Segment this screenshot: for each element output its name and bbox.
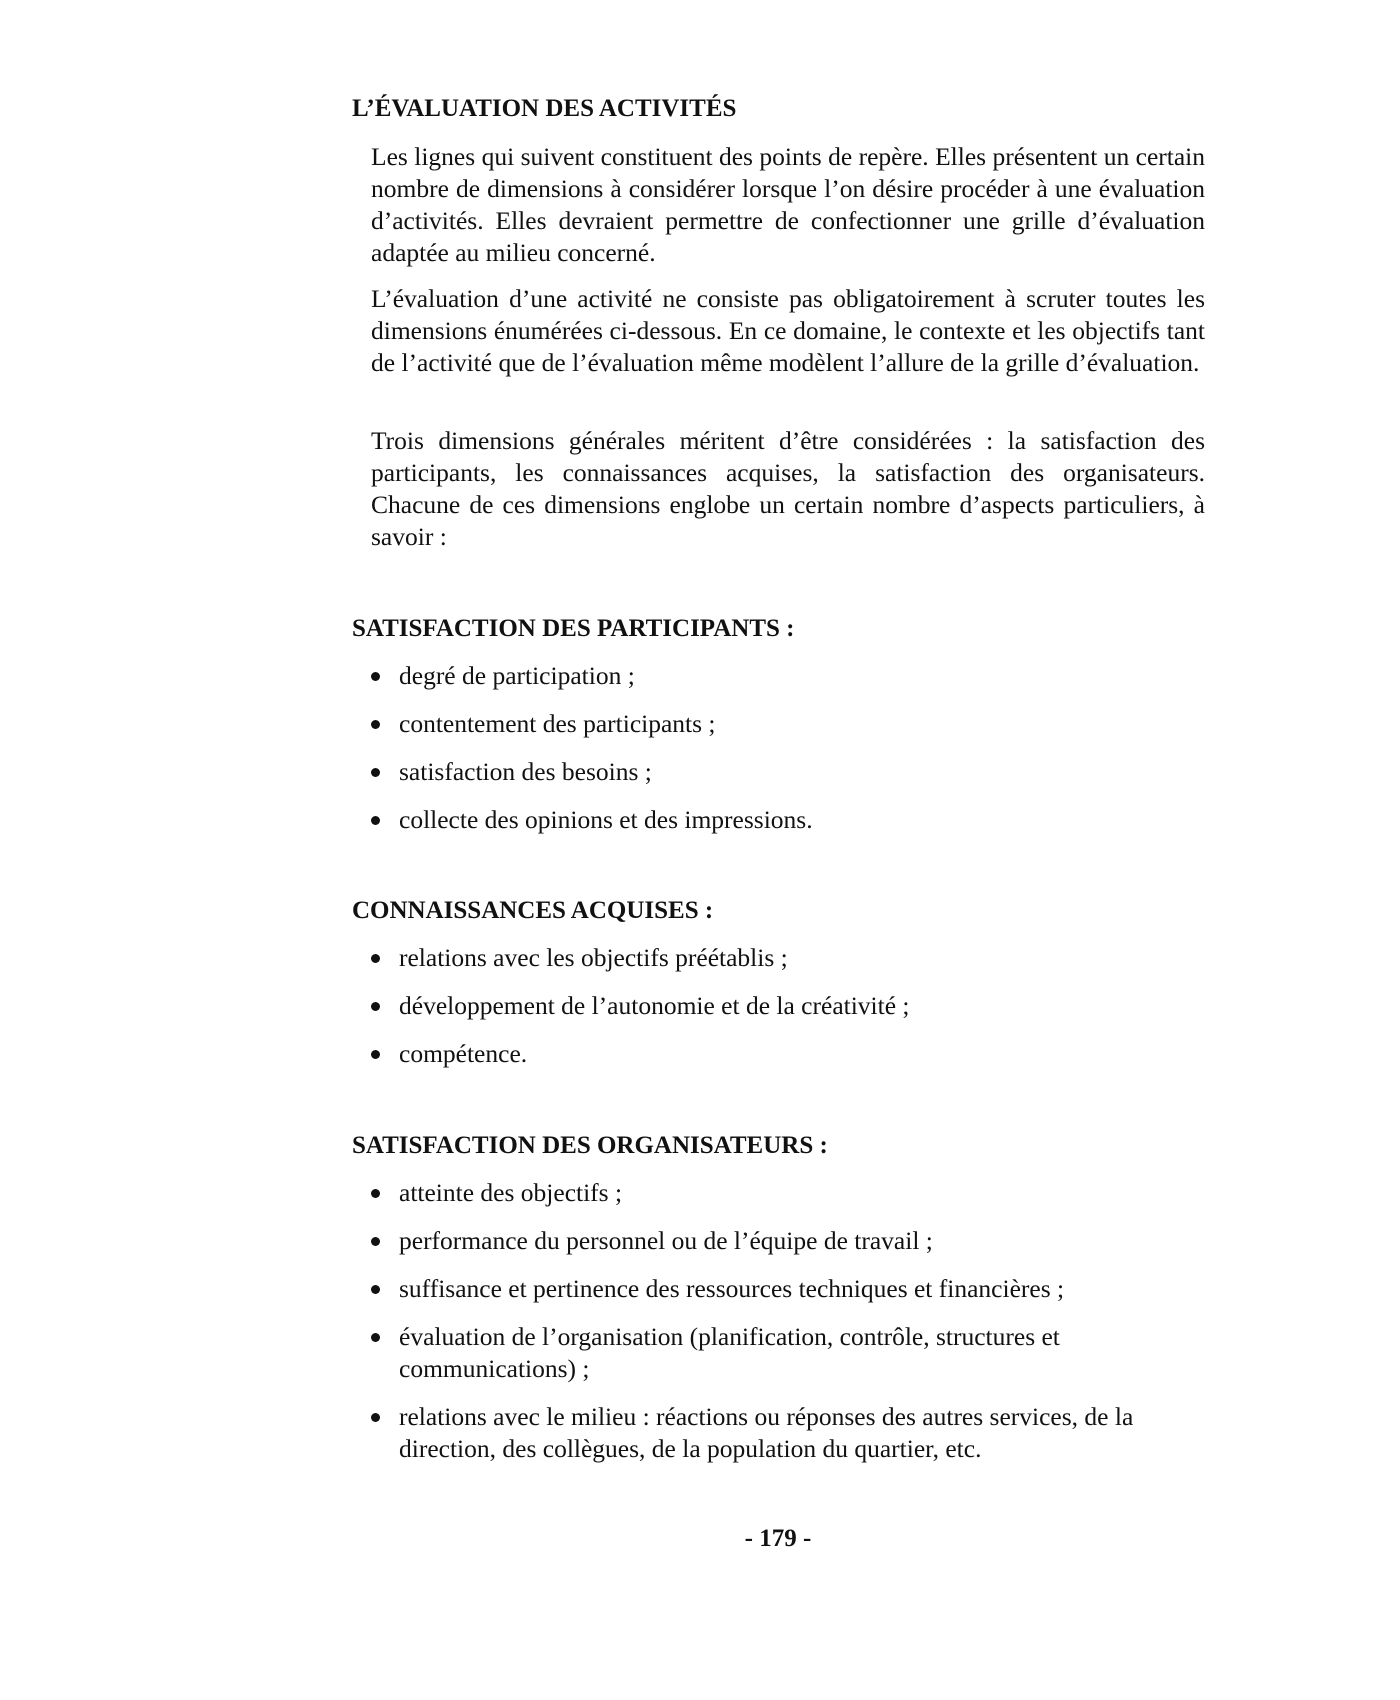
bullet-icon [371,720,380,729]
list-item [371,1321,1205,1385]
list-item-text: contentement des participants ; [399,709,716,738]
list-item [371,708,1205,740]
list-item-text: suffisance et pertinence des ressources techniques et financières ; [399,1274,1065,1303]
bullet-icon [371,1285,380,1294]
intro-paragraph-3: Trois dimensions générales méritent d’être considérées : la satisfaction des participants, les connaissances acquises, la satisfaction des organisateurs. Chacune de ces dimensions englobe un certain nombre d’aspects particuliers, à savoir : [371,426,1205,551]
list-item [371,1177,1205,1209]
list-item-text: relations avec le milieu : réactions ou réponses des autres services, de la direction, des collègues, de la population du quartier, etc. [399,1402,1134,1463]
list-item [371,990,1205,1022]
bullet-icon [371,816,380,825]
page-title: L’ÉVALUATION DES ACTIVITÉS [352,95,737,122]
bullet-icon [371,672,380,681]
intro-paragraph-2: L’évaluation d’une activité ne consiste pas obligatoirement à scruter toutes les dimensions énumérées ci-dessous. En ce domaine, le contexte et les objectifs tant de l’activité que de l’évaluation même modèlent l’allure de la grille d’évaluation. [371,284,1205,377]
list-item-text: collecte des opinions et des impressions. [399,805,813,834]
bullet-icon [371,1189,380,1198]
list-item-text: développement de l’autonomie et de la créativité ; [399,991,910,1020]
list-item-text: compétence. [399,1039,528,1068]
list-participants [371,660,1205,852]
page-number: - 179 - [744,1525,812,1552]
bullet-icon [371,768,380,777]
bullet-icon [371,1333,380,1342]
list-item [371,804,1205,836]
bullet-icon [371,1237,380,1246]
list-connaissances [371,942,1205,1086]
intro-paragraph-1: Les lignes qui suivent constituent des points de repère. Elles présentent un certain nombre de dimensions à considérer lorsque l’on désire procéder à une évaluation d’activités. Elles devraient permettre de confectionner une grille d’évaluation adaptée au milieu concerné. [371,142,1205,267]
section-heading-organisateurs: SATISFACTION DES ORGANISATEURS : [352,1132,828,1159]
list-item [371,942,1205,974]
list-item [371,1038,1205,1070]
list-item-text: satisfaction des besoins ; [399,757,652,786]
list-item-text: atteinte des objectifs ; [399,1178,623,1207]
list-item-text: performance du personnel ou de l’équipe de travail ; [399,1226,933,1255]
list-item-text: évaluation de l’organisation (planification, contrôle, structures et communications) ; [399,1322,1060,1383]
bullet-icon [371,1050,380,1059]
list-item [371,756,1205,788]
list-item-text: relations avec les objectifs préétablis ; [399,943,788,972]
list-item [371,1401,1205,1465]
bullet-icon [371,954,380,963]
section-heading-connaissances: CONNAISSANCES ACQUISES : [352,897,714,924]
list-item [371,1273,1205,1305]
list-item [371,1225,1205,1257]
list-organisateurs [371,1177,1205,1481]
list-item [371,660,1205,692]
list-item-text: degré de participation ; [399,661,635,690]
bullet-icon [371,1002,380,1011]
section-heading-participants: SATISFACTION DES PARTICIPANTS : [352,615,795,642]
bullet-icon [371,1413,380,1422]
